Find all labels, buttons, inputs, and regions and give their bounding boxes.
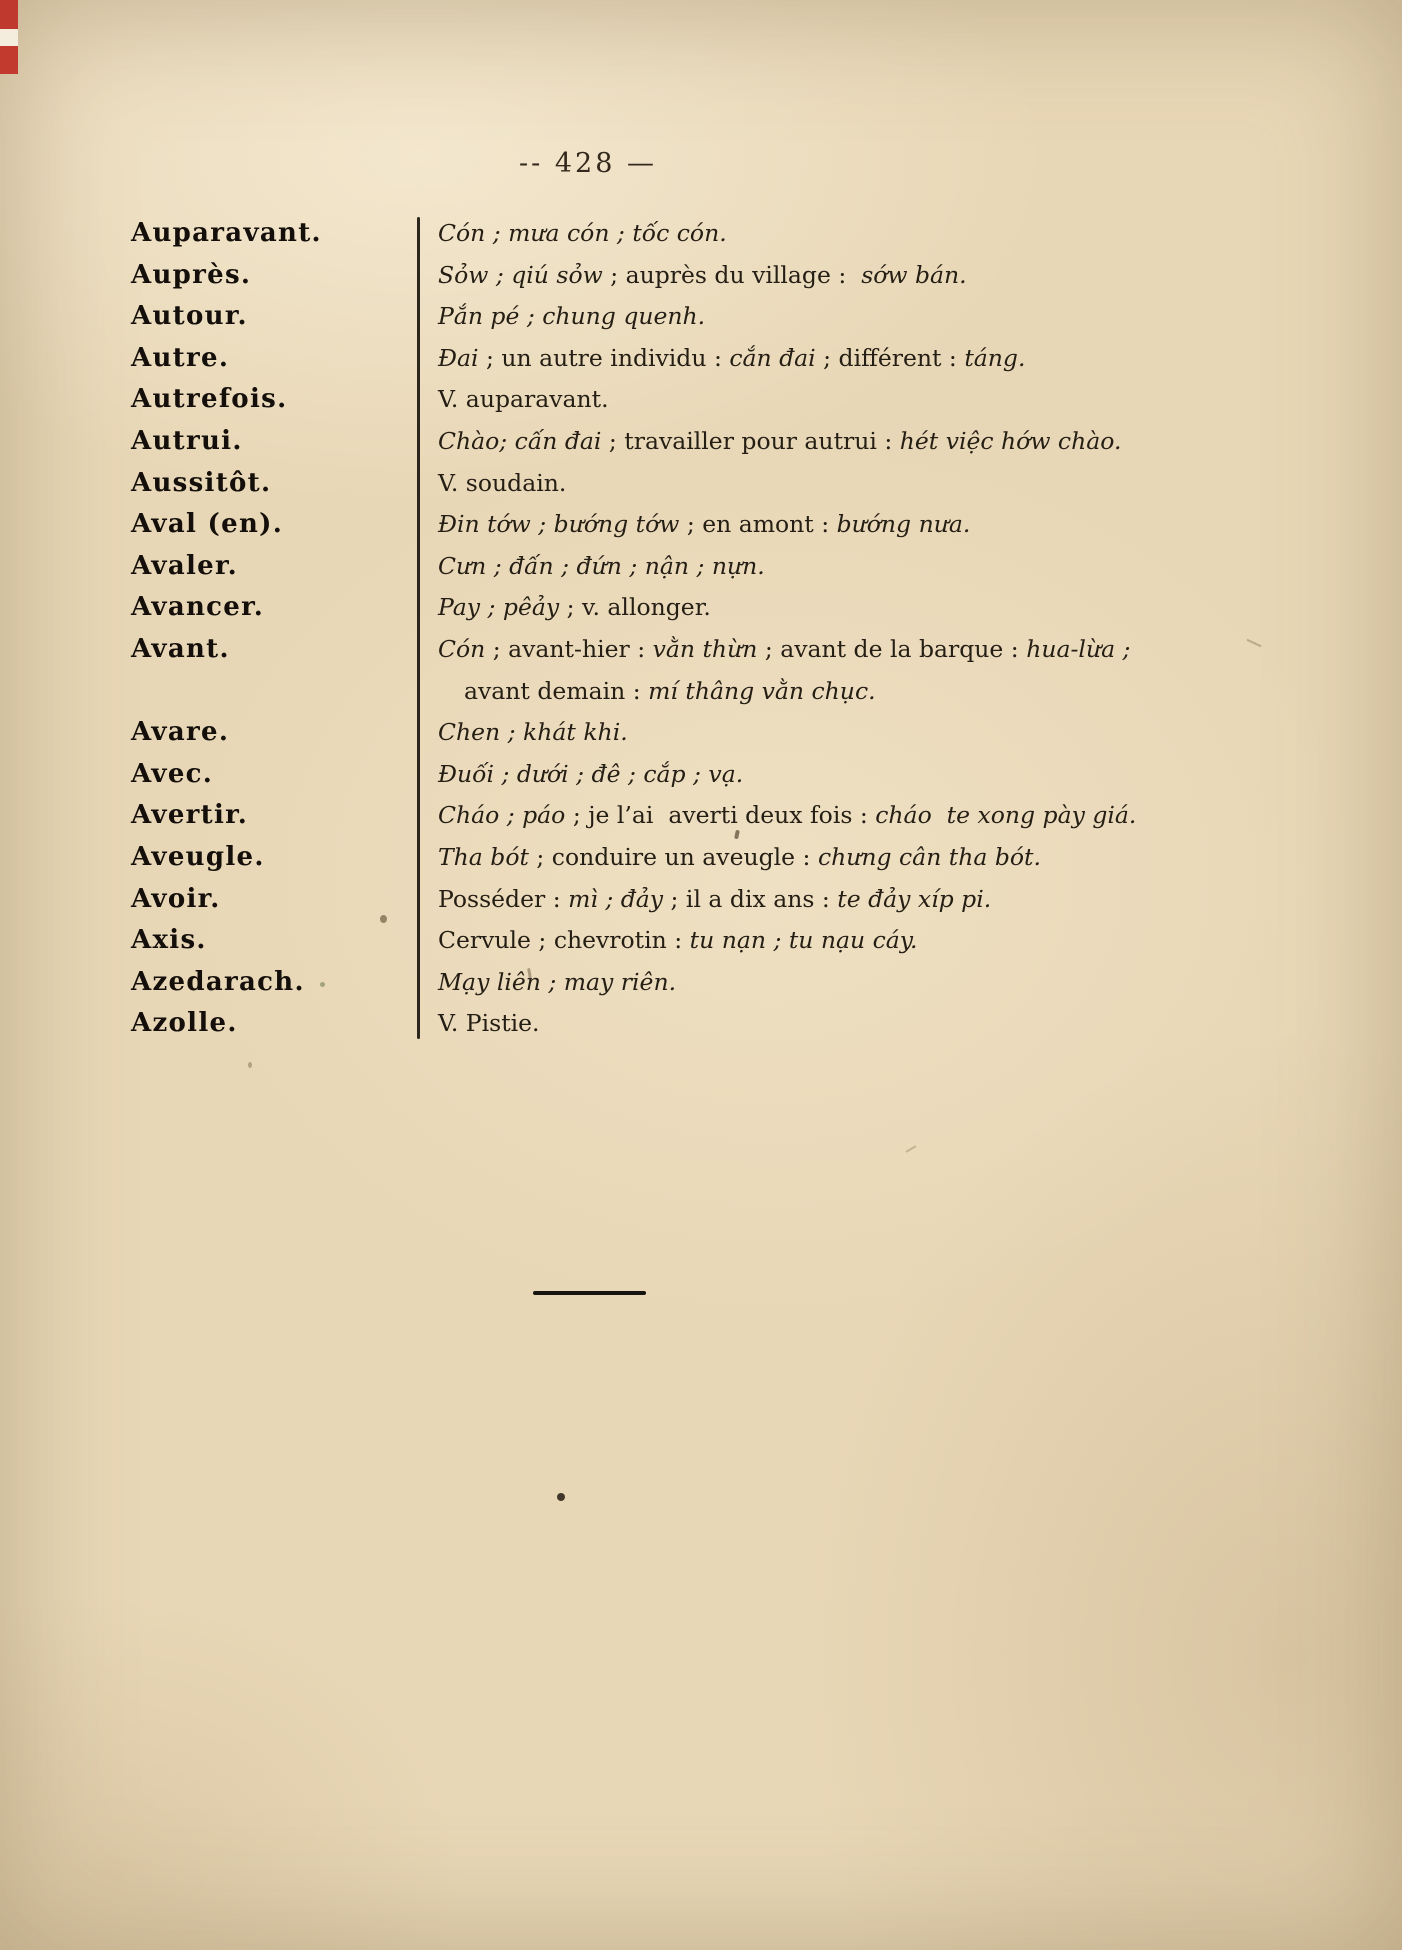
entry-row: [0, 795, 1402, 837]
entry-row: [0, 837, 1402, 879]
headword: Autre.: [131, 342, 230, 373]
definition: [418, 338, 1025, 380]
red-ribbon-fragment: [0, 0, 18, 74]
headword: Auprès.: [131, 259, 252, 290]
ribbon-white-gap: [0, 29, 18, 46]
entry-row: [0, 754, 1402, 796]
headword: Avare.: [131, 717, 230, 748]
headword: Autrui.: [131, 425, 243, 456]
ribbon-red-bottom: [0, 46, 18, 74]
entry-row: [0, 629, 1402, 671]
definition: [418, 629, 1130, 671]
definition: [418, 712, 628, 754]
headword: Azedarach.: [131, 966, 305, 997]
french-text: V. Pistie.: [438, 1009, 540, 1038]
ink-speck: [380, 915, 387, 923]
native-term: Chào; cấn đai: [438, 426, 602, 455]
definition: [418, 795, 1136, 837]
native-term: Pay ; pêảy: [438, 593, 560, 622]
headword: Aveugle.: [131, 841, 265, 872]
native-term: Cón: [438, 634, 486, 663]
definition: [418, 463, 566, 505]
headword: Azolle.: [131, 1008, 238, 1039]
entry-row: [0, 379, 1402, 421]
definition: [418, 213, 727, 255]
headword: Avant.: [131, 633, 230, 664]
definition: [418, 504, 970, 546]
french-text: ; conduire un aveugle :: [528, 842, 818, 871]
headword: Autrefois.: [131, 384, 288, 415]
native-term: mì ; đảy: [568, 884, 664, 913]
native-term: táng.: [964, 343, 1026, 372]
native-term: Mạy liên ; may riên.: [438, 967, 677, 996]
definition: [418, 1003, 540, 1045]
definition: [418, 296, 705, 338]
french-text: V. auparavant.: [438, 385, 609, 414]
entry-row: [0, 338, 1402, 380]
native-term: sớw bán.: [861, 260, 967, 289]
native-term: Đai: [438, 343, 479, 372]
french-text: ; en amont :: [679, 510, 837, 539]
french-text: ; auprès du village :: [602, 260, 862, 289]
definition: [418, 255, 967, 297]
headword: Avertir.: [131, 800, 249, 831]
native-term: te đảy xíp pi.: [837, 884, 992, 913]
entry-row: [0, 587, 1402, 629]
headword: Aval (en).: [131, 509, 284, 540]
french-text: V. soudain.: [438, 468, 567, 497]
headword: Autour.: [131, 301, 248, 332]
paper-blemish: [320, 982, 325, 987]
headword: Avec.: [131, 758, 214, 789]
definition: [418, 962, 676, 1004]
french-text: Posséder :: [438, 884, 569, 913]
definition: [418, 671, 876, 713]
native-term: Chen ; khát khi.: [438, 718, 628, 747]
ribbon-red-top: [0, 0, 18, 29]
native-term: vằn thừn: [652, 634, 758, 663]
headword: Auparavant.: [131, 218, 322, 248]
definition: [418, 837, 1041, 879]
native-term: Đin tớw ; bướng tớw: [438, 510, 680, 539]
entry-row: [0, 255, 1402, 297]
entry-row: [0, 962, 1402, 1004]
french-text: ; un autre individu :: [478, 343, 730, 372]
native-term: Tha bót: [438, 842, 529, 871]
native-term: Pắn pé ; chung quenh.: [438, 302, 706, 331]
entry-row: [0, 213, 1402, 255]
paper-blemish: [248, 1062, 252, 1068]
entry-row: [0, 504, 1402, 546]
native-term: cháo te xong pày giá.: [875, 801, 1137, 830]
definition: [418, 879, 991, 921]
entry-row: [0, 671, 1402, 713]
definition: [418, 587, 711, 629]
native-term: Cón ; mưa cón ; tốc cón.: [438, 219, 727, 247]
french-text: ; il a dix ans :: [663, 884, 838, 913]
page-number: -- 428 —: [519, 148, 657, 179]
entry-row: [0, 1003, 1402, 1045]
french-text: ; travailler pour autrui :: [601, 426, 900, 455]
native-term: mí thâng vằn chục.: [648, 676, 876, 705]
french-text: ; différent :: [815, 343, 965, 372]
definition: [418, 920, 917, 962]
french-text: Cervule ; chevrotin :: [438, 926, 690, 955]
headword: Axis.: [131, 925, 207, 956]
french-text: ; v. allonger.: [559, 593, 711, 622]
french-text: ; avant de la barque :: [757, 634, 1027, 663]
native-term: hua-lừa ;: [1026, 634, 1131, 663]
section-end-rule: [533, 1291, 646, 1295]
french-text: avant demain :: [464, 676, 649, 705]
native-term: bướng nưa.: [836, 510, 971, 539]
native-term: cắn đai: [729, 343, 816, 372]
french-text: ; avant-hier :: [485, 634, 653, 663]
entry-row: [0, 421, 1402, 463]
definition: [418, 379, 609, 421]
definition: [418, 421, 1121, 463]
native-term: tu nạn ; tu nạu cáy.: [689, 926, 918, 955]
native-term: chưng cân tha bót.: [817, 842, 1041, 871]
native-term: Cưn ; đấn ; đứn ; nận ; nựn.: [438, 551, 765, 580]
paper-fiber: [905, 1145, 916, 1153]
headword: Avoir.: [131, 883, 221, 914]
definition: [418, 754, 743, 796]
native-term: Đuối ; dưới ; đê ; cắp ; vạ.: [438, 759, 744, 788]
entry-row: [0, 920, 1402, 962]
entry-row: [0, 546, 1402, 588]
entry-row: [0, 712, 1402, 754]
ink-speck: [557, 1493, 565, 1501]
native-term: Sỏw ; qiú sỏw: [438, 260, 603, 289]
headword: Aussitôt.: [131, 467, 272, 498]
headword: Avaler.: [131, 550, 238, 581]
headword: Avancer.: [131, 592, 265, 623]
native-term: Cháo ; páo: [438, 801, 566, 830]
entry-row: [0, 296, 1402, 338]
entry-row: [0, 879, 1402, 921]
native-term: hét việc hớw chào.: [899, 426, 1122, 455]
entry-row: [0, 463, 1402, 505]
definition: [418, 546, 765, 588]
french-text: ; je l’ai averti deux fois :: [565, 801, 876, 830]
dictionary-rows: [0, 213, 1402, 1045]
headword: [0, 671, 418, 713]
